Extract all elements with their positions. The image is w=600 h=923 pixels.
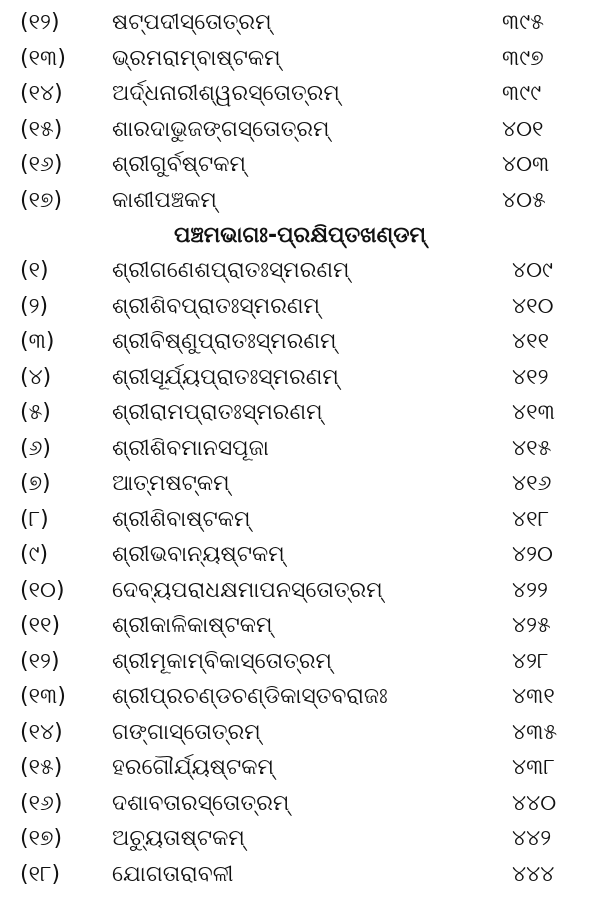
entry-page-number: ୪୦୫: [502, 188, 546, 213]
entry-page-number: ୪୧୨: [512, 365, 549, 390]
entry-title: ଶ୍ରୀଶିବମାନସପୂଜା: [112, 436, 269, 461]
entry-title: ଶ୍ରୀରାମପ୍ରାତଃସ୍ମରଣମ୍: [112, 400, 323, 425]
entry-title: ଶ୍ରୀଶିବପ୍ରାତଃସ୍ମରଣମ୍: [112, 294, 320, 319]
toc-entry: [0, 323, 600, 360]
entry-page-number: ୩୯୫: [502, 10, 544, 35]
entry-title: ଶ୍ରୀବିଷ୍ଣୁପ୍ରାତଃସ୍ମରଣମ୍: [112, 329, 337, 354]
entry-page-number: ୪୪୪: [512, 862, 555, 887]
entry-page-number: ୪୧୧: [512, 329, 550, 354]
toc-entry: [0, 394, 600, 431]
entry-number: (୧୭): [20, 826, 63, 851]
entry-title: ଦେବ୍ୟପରାଧକ୍ଷମାପନସ୍ତୋତ୍ରମ୍: [112, 578, 383, 603]
entry-number: (୧୪): [20, 81, 63, 106]
entry-page-number: ୪୨୦: [512, 542, 553, 567]
entry-page-number: ୪୨୮: [512, 649, 549, 674]
entry-number: (୧୨): [20, 10, 60, 35]
section-heading: ପଞ୍ଚମଭାଗଃ-ପ୍ରକ୍ଷିପ୍ତଖଣ୍ଡମ୍: [174, 223, 426, 248]
entry-title: ଷଟ୍ପଦୀସ୍ତୋତ୍ରମ୍: [112, 10, 272, 35]
entry-number: (୩): [20, 329, 55, 354]
toc-entry: [0, 714, 600, 751]
entry-title: ଶ୍ରୀଗୁର୍ବଷ୍ଟକମ୍: [112, 152, 246, 177]
entry-title: ଶ୍ରୀଗଣେଶପ୍ରାତଃସ୍ମରଣମ୍: [112, 258, 350, 283]
entry-number: (୧୪): [20, 720, 63, 745]
entry-number: (୪): [20, 365, 52, 390]
entry-number: (୧୬): [20, 791, 63, 816]
entry-title: ଅଚ୍ୟୁତାଷ୍ଟକମ୍: [112, 826, 245, 851]
toc-entry: [0, 501, 600, 538]
toc-entry: [0, 465, 600, 502]
entry-number: (୫): [20, 400, 51, 425]
toc-entry: [0, 678, 600, 715]
entry-number: (୧୦): [20, 578, 65, 603]
toc-entry: [0, 430, 600, 467]
entry-page-number: ୪୪୦: [512, 791, 557, 816]
entry-number: (୧୨): [20, 649, 60, 674]
entry-title: ଶ୍ରୀସୂର୍ଯ୍ୟପ୍ରାତଃସ୍ମରଣମ୍: [112, 365, 339, 390]
entry-page-number: ୪୧୩: [512, 400, 555, 425]
entry-title: ହରଗୌର୍ଯ୍ୟଷ୍ଟକମ୍: [112, 755, 274, 780]
toc-entry: [0, 111, 600, 148]
entry-page-number: ୪୩୮: [512, 755, 555, 780]
toc-entry: [0, 40, 600, 77]
toc-entry: [0, 536, 600, 573]
entry-number: (୧): [20, 258, 49, 283]
toc-entry: [0, 182, 600, 219]
entry-title: ଶ୍ରୀମୂକାମ୍ବିକାସ୍ତୋତ୍ରମ୍: [112, 649, 332, 674]
entry-title: ଶ୍ରୀକାଳିକାଷ୍ଟକମ୍: [112, 613, 273, 638]
entry-page-number: ୪୨୨: [512, 578, 549, 603]
entry-number: (୧୩): [20, 46, 66, 71]
entry-number: (୧୬): [20, 152, 63, 177]
entry-number: (୧୭): [20, 188, 63, 213]
entry-title: ଗଙ୍ଗାସ୍ତୋତ୍ରମ୍: [112, 720, 261, 745]
entry-title: ଭ୍ରମରାମ୍ବାଷ୍ଟକମ୍: [112, 46, 281, 71]
toc-entry: [0, 359, 600, 396]
toc-entry: [0, 4, 600, 41]
entry-number: (୧୫): [20, 117, 63, 142]
entry-title: ଦଶାବତାରସ୍ତୋତ୍ରମ୍: [112, 791, 290, 816]
toc-entry: [0, 572, 600, 609]
toc-entry: [0, 749, 600, 786]
entry-page-number: ୪୦୯: [512, 258, 553, 283]
entry-page-number: ୩୯୯: [502, 81, 542, 106]
entry-number: (୧୫): [20, 755, 63, 780]
toc-entry: [0, 288, 600, 325]
entry-number: (୭): [20, 471, 51, 496]
entry-title: ଶ୍ରୀଶିବାଷ୍ଟକମ୍: [112, 507, 251, 532]
entry-number: (୧୧): [20, 613, 61, 638]
toc-entry: [0, 252, 600, 289]
entry-page-number: ୪୦୩: [502, 152, 550, 177]
entry-page-number: ୪୪୨: [512, 826, 552, 851]
entry-number: (୧୮): [20, 862, 61, 887]
entry-title: ଯୋଗତାରାବଳୀ: [112, 862, 234, 887]
toc-entry: [0, 643, 600, 680]
entry-page-number: ୩୯୭: [502, 46, 544, 71]
entry-page-number: ୪୩୧: [512, 684, 555, 709]
entry-page-number: ୪୩୫: [512, 720, 558, 745]
entry-page-number: ୪୧୦: [512, 294, 554, 319]
entry-title: ଆତ୍ମଷଟ୍କମ୍: [112, 471, 230, 496]
entry-title: ଅର୍ଦ୍ଧନାରୀଶ୍ୱରସ୍ତୋତ୍ରମ୍: [112, 81, 340, 106]
entry-title: ଶ୍ରୀଭବାନ୍ୟଷ୍ଟକମ୍: [112, 542, 285, 567]
entry-page-number: ୪୧୫: [512, 436, 552, 461]
entry-page-number: ୪୨୫: [512, 613, 551, 638]
toc-entry: [0, 820, 600, 857]
toc-entry: [0, 607, 600, 644]
entry-page-number: ୪୦୧: [502, 117, 544, 142]
toc-entry: [0, 856, 600, 893]
toc-entry: [0, 146, 600, 183]
toc-entry: [0, 785, 600, 822]
entry-number: (୮): [20, 507, 49, 532]
entry-page-number: ୪୧୮: [512, 507, 550, 532]
entry-number: (୧୩): [20, 684, 66, 709]
entry-number: (୯): [20, 542, 49, 567]
entry-number: (୨): [20, 294, 49, 319]
toc-entry: [0, 75, 600, 112]
entry-title: ଶ୍ରୀପ୍ରଚଣ୍ଡଚଣ୍ଡିକାସ୍ତବରାଜଃ: [112, 684, 388, 709]
entry-number: (୬): [20, 436, 51, 461]
entry-title: କାଶୀପଞ୍ଚକମ୍: [112, 188, 217, 213]
entry-page-number: ୪୧୬: [512, 471, 552, 496]
entry-title: ଶାରଦାଭୁଜଙ୍ଗସ୍ତୋତ୍ରମ୍: [112, 117, 330, 142]
